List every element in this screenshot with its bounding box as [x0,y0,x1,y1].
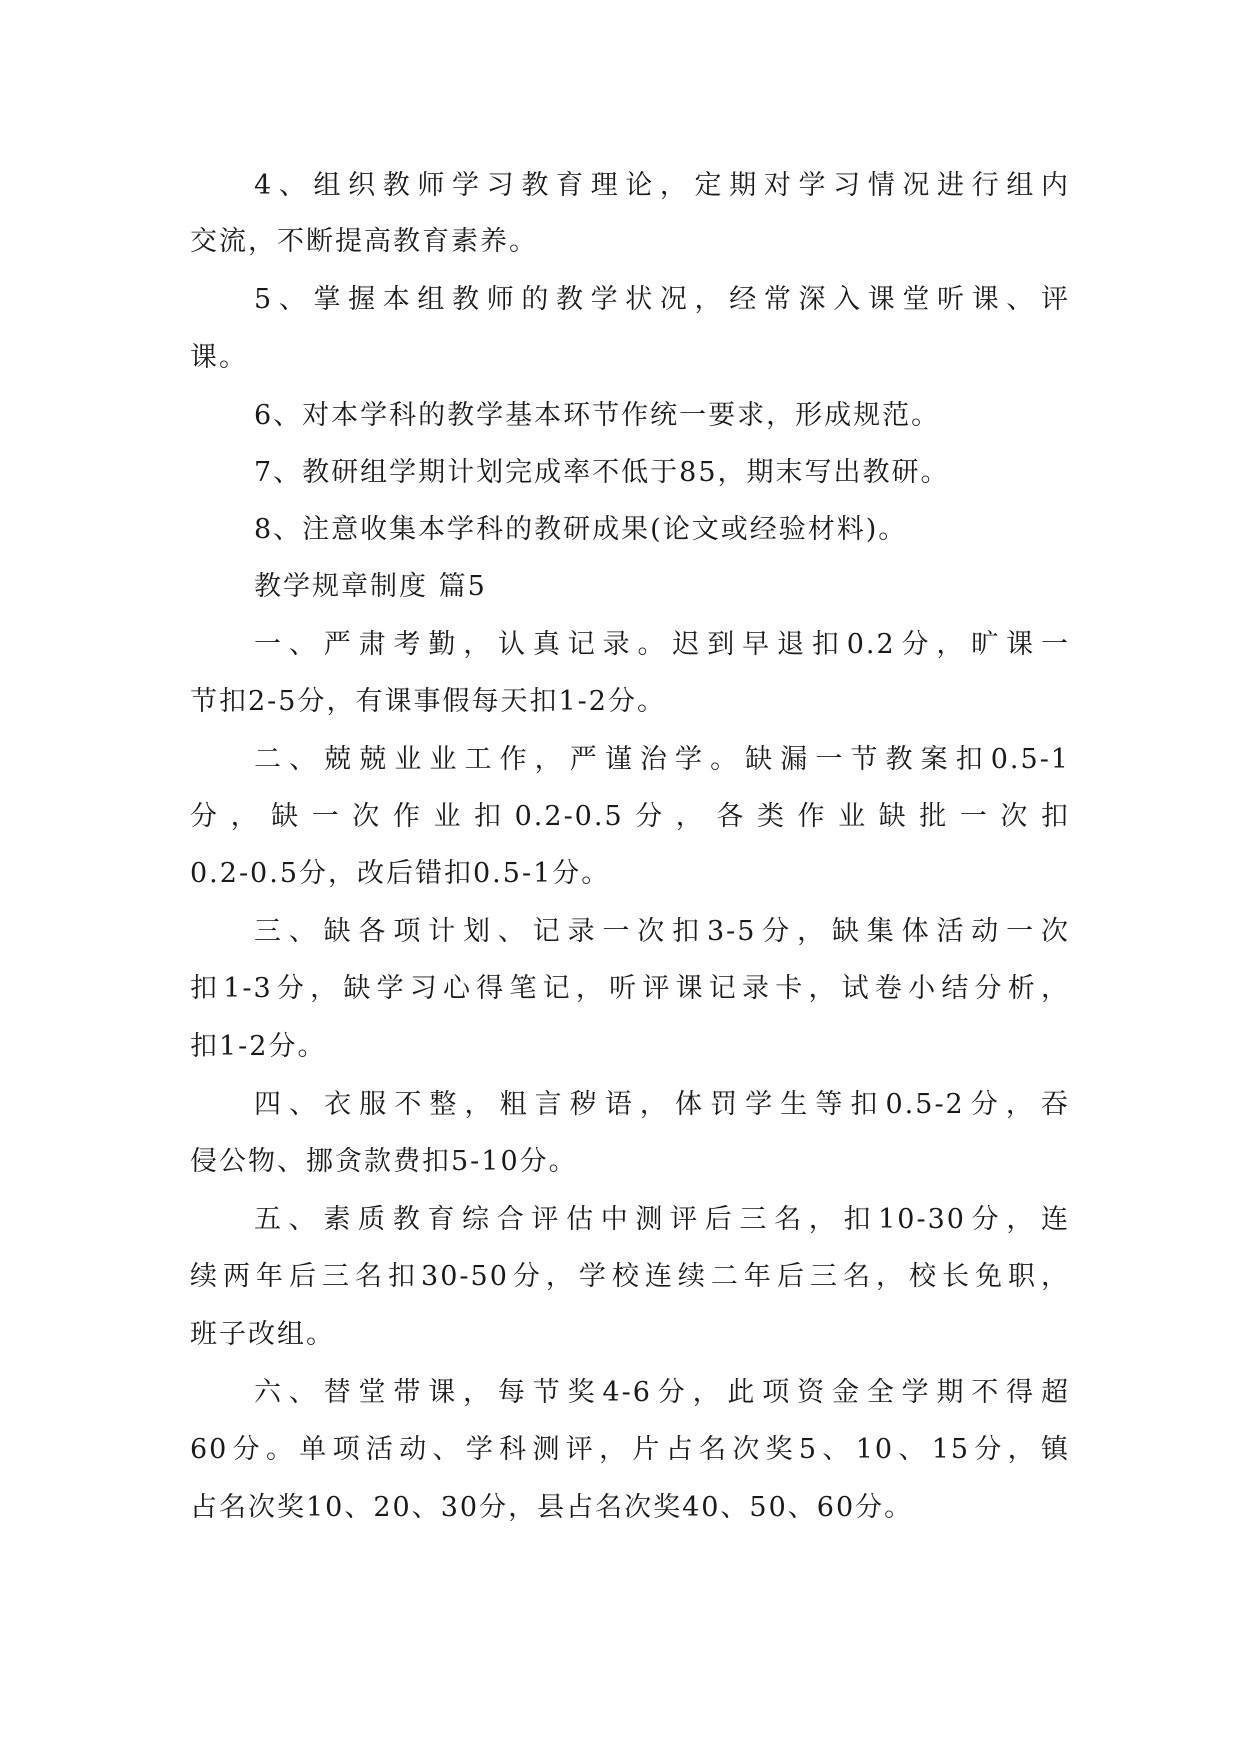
paragraph-line: 0.2-0.5分，改后错扣0.5-1分。 [190,858,611,889]
paragraph-line: 60分。单项活动、学科测评，片占名次奖5、10、15分，镇 [190,1434,1070,1465]
paragraph-line: 4、组织教师学习教育理论，定期对学习情况进行组内 [254,170,1070,201]
paragraph-line: 7、教研组学期计划完成率不低于85，期末写出教研。 [254,457,950,488]
paragraph-line: 四、衣服不整，粗言秽语，体罚学生等扣0.5-2分，吞 [254,1089,1070,1120]
paragraph-line: 扣1-3分，缺学习心得笔记，听评课记录卡，试卷小结分析， [190,973,1070,1004]
paragraph-line: 分，缺一次作业扣0.2-0.5分，各类作业缺批一次扣 [190,801,1070,832]
paragraph-line: 8、注意收集本学科的教研成果(论文或经验材料)。 [254,514,908,545]
paragraph-line: 班子改组。 [190,1319,335,1350]
paragraph-line: 占名次奖10、20、30分，县占名次奖40、50、60分。 [190,1492,914,1523]
paragraph-line: 扣1-2分。 [190,1031,327,1062]
paragraph-line: 侵公物、挪贪款费扣5-10分。 [190,1146,578,1177]
paragraph-line: 二、兢兢业业工作，严谨治学。缺漏一节教案扣0.5-1 [254,744,1070,775]
paragraph-line: 五、素质教育综合评估中测评后三名，扣10-30分，连 [254,1204,1070,1235]
paragraph-line: 5、掌握本组教师的教学状况，经常深入课堂听课、评 [254,284,1070,315]
paragraph-line: 一、严肃考勤，认真记录。迟到早退扣0.2分，旷课一 [254,629,1070,660]
paragraph-line: 六、替堂带课，每节奖4-6分，此项资金全学期不得超 [254,1377,1070,1408]
paragraph-line: 节扣2-5分，有课事假每天扣1-2分。 [190,686,666,717]
paragraph-line: 课。 [190,342,248,373]
paragraph-line: 交流，不断提高教育素养。 [190,226,538,257]
paragraph-line: 续两年后三名扣30-50分，学校连续二年后三名，校长免职， [190,1261,1070,1292]
paragraph-line: 6、对本学科的教学基本环节作统一要求，形成规范。 [254,400,941,431]
section-heading: 教学规章制度 篇5 [254,571,487,602]
paragraph-line: 三、缺各项计划、记录一次扣3-5分，缺集体活动一次 [254,916,1070,947]
